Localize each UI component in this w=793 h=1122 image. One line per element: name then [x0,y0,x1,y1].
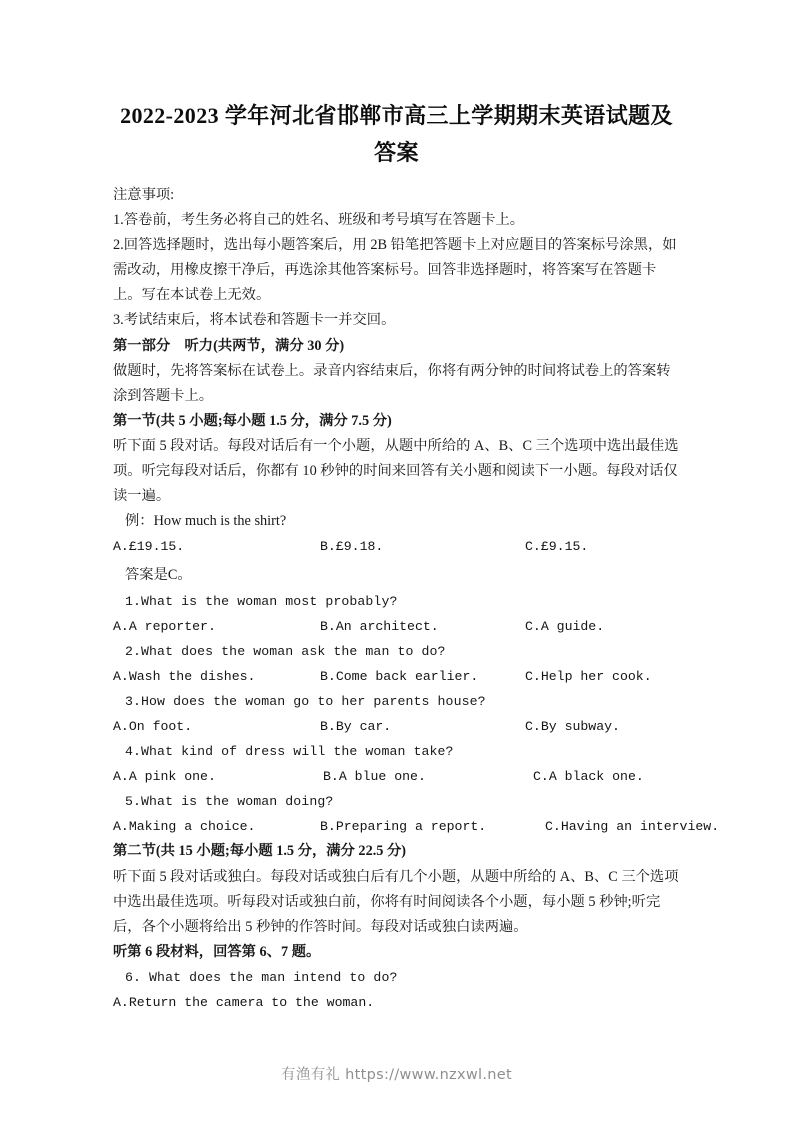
question-options-3 [113,714,683,739]
question-stem-1: 1.What is the woman most probably? [125,593,398,609]
question-options-5 [113,814,720,839]
question-6-option-a[interactable]: A.Return the camera to the woman. [113,995,375,1010]
question-stem-3: 3.How does the woman go to her parents house? [125,693,486,709]
question-1-option-b[interactable]: B.An architect. [320,618,439,634]
notes-item-1: 1.答卷前，考生务必将自己的姓名、班级和考号填写在答题卡上。 [113,212,525,229]
question-5-option-b[interactable]: B.Preparing a report. [320,819,487,835]
notes-item-3: 3.考试结束后，将本试卷和答题卡一并交回。 [113,312,396,329]
footer-watermark: 有渔有礼 https://www.nzxwl.net [281,1067,512,1083]
question-1-option-c[interactable]: C.A guide. [525,618,605,634]
notes-item-2: 2.回答选择题时，选出每小题答案后，用 2B 铅笔把答题卡上对应题目的答案标号涂黑，如需改动，用橡皮擦干净后，再选涂其他答案标号。回答非选择题时，将答案写在答题卡上。写在本试卷上无效。 [113,237,677,304]
question-2-option-c[interactable]: C.Help her cook. [525,668,652,684]
question-3-option-b[interactable]: B.By car. [320,718,392,734]
example-option-b[interactable]: B.£9.18. [320,539,384,555]
notes-heading: 注意事项: [113,187,175,203]
section-one-heading: 第一节(共 5 小题;每小题 1.5 分，满分 7.5 分) [113,412,392,429]
question-2-option-b[interactable]: B.Come back earlier. [320,668,479,684]
question-1-option-a[interactable]: A.A reporter. [113,618,216,634]
example-option-c[interactable]: C.£9.15. [525,539,589,555]
question-5-option-c[interactable]: C.Having an interview. [545,819,720,835]
part-one-instruction: 做题时，先将答案标在试卷上。录音内容结束后，你将有两分钟的时间将试卷上的答案转涂到答题卡上。 [113,362,671,404]
example-option-a[interactable]: A.£19.15. [113,539,185,555]
section-one-instruction: 听下面 5 段对话。每段对话后有一个小题，从题中所给的 A、B、C 三个选项中选出最佳选项。听完每段对话后，你都有 10 秒钟的时间来回答有关小题和阅读下一小题。每段对话仅读一遍。 [113,437,679,505]
question-options-4 [113,764,683,789]
question-4-option-c[interactable]: C.A black one. [533,769,644,785]
question-stem-4: 4.What kind of dress will the woman take? [125,744,454,760]
material-six-label: 听第 6 段材料，回答第 6、7 题。 [113,943,321,960]
question-3-option-a[interactable]: A.On foot. [113,718,193,734]
question-stem-2: 2.What does the woman ask the man to do? [125,643,446,659]
question-3-option-c[interactable]: C.By subway. [525,718,620,734]
section-two-instruction: 听下面 5 段对话或独白。每段对话或独白后有几个小题，从题中所给的 A、B、C 三个选项中选出最佳选项。听每段对话或独白前，你将有时间阅读各个小题，每小题 5 秒钟;听完后，各个小题将给出 5 秒钟的作答时间。每段对话或独白读两遍。 [113,868,679,935]
question-options-6 [113,990,683,1015]
page-title: 2022-2023 学年河北省邯郸市高三上学期期末英语试题及答案 [120,103,673,165]
document-body [113,183,720,1015]
question-4-option-b[interactable]: B.A blue one. [323,769,426,785]
section-two-heading: 第二节(共 15 小题;每小题 1.5 分，满分 22.5 分) [113,843,407,860]
question-4-option-a[interactable]: A.A pink one. [113,769,216,785]
question-options-1 [113,614,683,639]
example-options-row [113,534,683,559]
question-stem-6: 6. What does the man intend to do? [125,969,398,985]
example-answer: 答案是C。 [125,567,192,584]
question-2-option-a[interactable]: A.Wash the dishes. [113,668,256,684]
question-stem-5: 5.What is the woman doing? [125,794,334,810]
question-5-option-a[interactable]: A.Making a choice. [113,819,256,835]
example-question: 例：How much is the shirt? [125,513,287,530]
question-options-2 [113,664,683,689]
part-one-heading: 第一部分 听力(共两节，满分 30 分) [113,337,345,354]
